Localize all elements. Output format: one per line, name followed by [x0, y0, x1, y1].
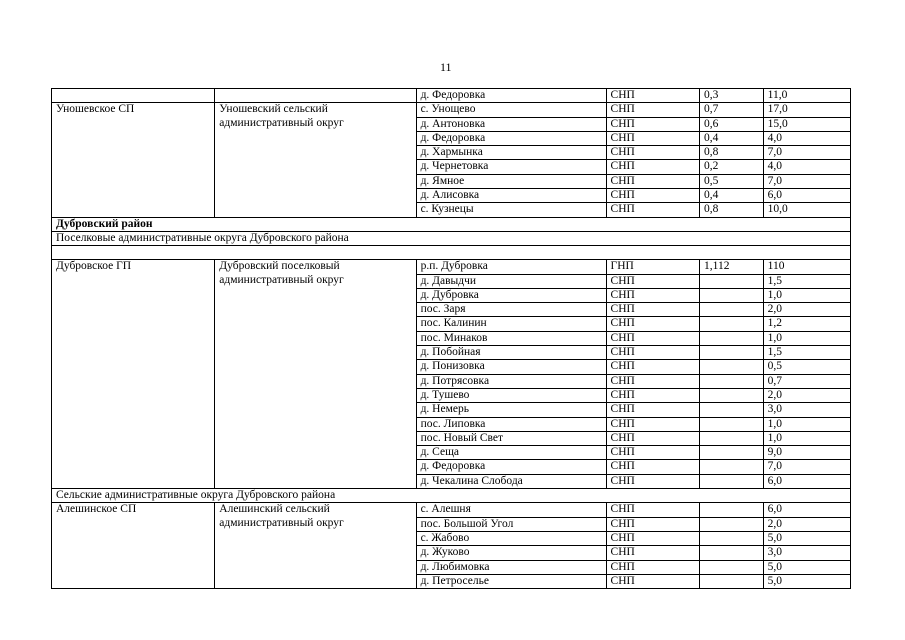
place-cell: д. Петроселье — [416, 574, 606, 588]
type-cell: СНП — [606, 403, 699, 417]
value-cell: 11,0 — [763, 89, 850, 103]
value-cell: 6,0 — [763, 474, 850, 488]
area-cell: 0,8 — [700, 203, 764, 217]
value-cell: 2,0 — [763, 303, 850, 317]
value-cell: 110 — [763, 260, 850, 274]
type-cell: СНП — [606, 189, 699, 203]
value-cell: 1,5 — [763, 274, 850, 288]
value-cell: 4,0 — [763, 160, 850, 174]
settlements-table-body — [52, 89, 851, 589]
section-subheading-row — [52, 489, 851, 503]
value-cell: 0,5 — [763, 360, 850, 374]
value-cell: 1,0 — [763, 331, 850, 345]
place-cell: д. Федоровка — [416, 89, 606, 103]
type-cell: СНП — [606, 431, 699, 445]
type-cell: СНП — [606, 360, 699, 374]
place-cell: д. Тушево — [416, 388, 606, 402]
area-cell: 0,3 — [700, 89, 764, 103]
area-cell — [700, 374, 764, 388]
page-number: 11 — [440, 60, 452, 74]
section-subheading: Поселковые административные округа Дубровского района — [52, 231, 851, 245]
place-cell: пос. Липовка — [416, 417, 606, 431]
value-cell: 1,0 — [763, 431, 850, 445]
place-cell: с. Кузнецы — [416, 203, 606, 217]
value-cell: 7,0 — [763, 146, 850, 160]
type-cell: СНП — [606, 346, 699, 360]
table-row — [52, 89, 851, 103]
place-cell: д. Немерь — [416, 403, 606, 417]
area-cell: 0,7 — [700, 103, 764, 117]
type-cell: СНП — [606, 531, 699, 545]
place-cell: д. Потрясовка — [416, 374, 606, 388]
type-cell: СНП — [606, 131, 699, 145]
type-cell: СНП — [606, 274, 699, 288]
area-cell — [700, 531, 764, 545]
area-cell: 0,6 — [700, 117, 764, 131]
value-cell: 9,0 — [763, 446, 850, 460]
value-cell: 3,0 — [763, 403, 850, 417]
value-cell: 6,0 — [763, 189, 850, 203]
municipality-cell: Алешинское СП — [52, 503, 215, 589]
area-cell — [700, 417, 764, 431]
value-cell: 2,0 — [763, 517, 850, 531]
place-cell: д. Любимовка — [416, 560, 606, 574]
area-cell — [700, 388, 764, 402]
place-cell: д. Ямное — [416, 174, 606, 188]
area-cell — [700, 360, 764, 374]
type-cell: ГНП — [606, 260, 699, 274]
type-cell: СНП — [606, 103, 699, 117]
type-cell: СНП — [606, 474, 699, 488]
area-cell — [700, 346, 764, 360]
place-cell: пос. Заря — [416, 303, 606, 317]
type-cell: СНП — [606, 460, 699, 474]
value-cell: 15,0 — [763, 117, 850, 131]
type-cell: СНП — [606, 288, 699, 302]
type-cell: СНП — [606, 503, 699, 517]
place-cell: д. Алисовка — [416, 189, 606, 203]
value-cell: 3,0 — [763, 546, 850, 560]
area-cell — [700, 331, 764, 345]
type-cell: СНП — [606, 160, 699, 174]
area-cell — [700, 446, 764, 460]
place-cell: пос. Минаков — [416, 331, 606, 345]
type-cell: СНП — [606, 303, 699, 317]
value-cell: 1,5 — [763, 346, 850, 360]
blank-cell — [52, 246, 851, 260]
area-cell: 0,4 — [700, 131, 764, 145]
area-cell — [700, 274, 764, 288]
place-cell: пос. Калинин — [416, 317, 606, 331]
area-cell — [700, 517, 764, 531]
value-cell: 10,0 — [763, 203, 850, 217]
place-cell: д. Сеща — [416, 446, 606, 460]
type-cell: СНП — [606, 317, 699, 331]
type-cell: СНП — [606, 388, 699, 402]
municipality-cell: Уношевское СП — [52, 103, 215, 217]
place-cell: р.п. Дубровка — [416, 260, 606, 274]
place-cell: д. Хармынка — [416, 146, 606, 160]
place-cell: д. Федоровка — [416, 460, 606, 474]
district-cell — [215, 89, 416, 103]
area-cell: 0,2 — [700, 160, 764, 174]
area-cell: 0,8 — [700, 146, 764, 160]
type-cell: СНП — [606, 89, 699, 103]
value-cell: 4,0 — [763, 131, 850, 145]
type-cell: СНП — [606, 117, 699, 131]
area-cell — [700, 431, 764, 445]
table-row — [52, 103, 851, 117]
area-cell — [700, 560, 764, 574]
area-cell — [700, 317, 764, 331]
place-cell: д. Побойная — [416, 346, 606, 360]
municipality-cell: Дубровское ГП — [52, 260, 215, 489]
value-cell: 7,0 — [763, 460, 850, 474]
area-cell — [700, 546, 764, 560]
settlements-table — [51, 88, 851, 589]
area-cell: 0,4 — [700, 189, 764, 203]
area-cell: 1,112 — [700, 260, 764, 274]
value-cell: 5,0 — [763, 574, 850, 588]
place-cell: д. Чернетовка — [416, 160, 606, 174]
place-cell: пос. Большой Угол — [416, 517, 606, 531]
area-cell — [700, 403, 764, 417]
value-cell: 17,0 — [763, 103, 850, 117]
area-cell — [700, 288, 764, 302]
area-cell — [700, 460, 764, 474]
blank-row — [52, 246, 851, 260]
district-cell: Дубровский поселковый административный округ — [215, 260, 416, 489]
place-cell: д. Жуково — [416, 546, 606, 560]
place-cell: д. Дубровка — [416, 288, 606, 302]
type-cell: СНП — [606, 560, 699, 574]
place-cell: д. Чекалина Слобода — [416, 474, 606, 488]
value-cell: 7,0 — [763, 174, 850, 188]
value-cell: 2,0 — [763, 388, 850, 402]
type-cell: СНП — [606, 174, 699, 188]
type-cell: СНП — [606, 203, 699, 217]
district-cell: Уношевский сельский административный округ — [215, 103, 416, 217]
table-row — [52, 503, 851, 517]
table-row — [52, 260, 851, 274]
place-cell: д. Федоровка — [416, 131, 606, 145]
type-cell: СНП — [606, 446, 699, 460]
area-cell — [700, 503, 764, 517]
section-subheading-row — [52, 231, 851, 245]
place-cell: д. Антоновка — [416, 117, 606, 131]
value-cell: 5,0 — [763, 560, 850, 574]
type-cell: СНП — [606, 574, 699, 588]
type-cell: СНП — [606, 417, 699, 431]
value-cell: 0,7 — [763, 374, 850, 388]
value-cell: 5,0 — [763, 531, 850, 545]
value-cell: 1,0 — [763, 288, 850, 302]
place-cell: с. Унощево — [416, 103, 606, 117]
place-cell: с. Алешня — [416, 503, 606, 517]
type-cell: СНП — [606, 546, 699, 560]
area-cell — [700, 474, 764, 488]
district-cell: Алешинский сельский административный округ — [215, 503, 416, 589]
type-cell: СНП — [606, 146, 699, 160]
area-cell — [700, 574, 764, 588]
section-heading: Дубровский район — [52, 217, 851, 231]
section-heading-row — [52, 217, 851, 231]
value-cell: 1,2 — [763, 317, 850, 331]
place-cell: с. Жабово — [416, 531, 606, 545]
place-cell: д. Давыдчи — [416, 274, 606, 288]
type-cell: СНП — [606, 517, 699, 531]
area-cell: 0,5 — [700, 174, 764, 188]
section-subheading: Сельские административные округа Дубровского района — [52, 489, 851, 503]
value-cell: 1,0 — [763, 417, 850, 431]
type-cell: СНП — [606, 331, 699, 345]
type-cell: СНП — [606, 374, 699, 388]
area-cell — [700, 303, 764, 317]
place-cell: пос. Новый Свет — [416, 431, 606, 445]
value-cell: 6,0 — [763, 503, 850, 517]
municipality-cell — [52, 89, 215, 103]
place-cell: д. Понизовка — [416, 360, 606, 374]
